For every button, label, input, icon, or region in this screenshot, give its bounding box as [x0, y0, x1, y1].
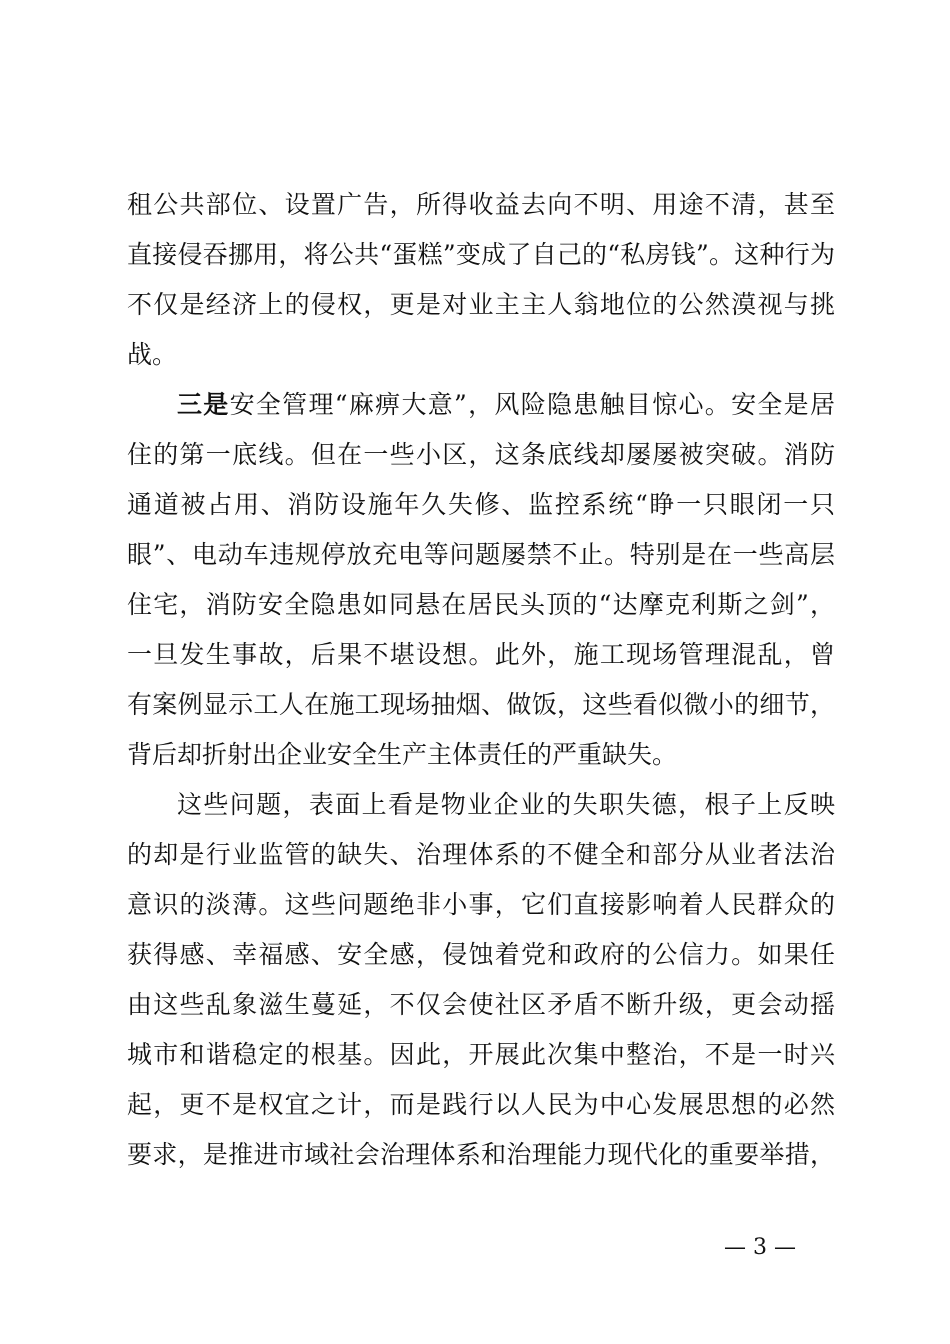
text-line: 租公共部位、设置广告，所得收益去向不明、用途不清，甚至	[127, 190, 835, 219]
text-line: 起，更不是权宜之计，而是践行以人民为中心发展思想的必然	[127, 1090, 835, 1119]
text-line: 通道被占用、消防设施年久失修、监控系统“睁一只眼闭一只	[127, 490, 835, 519]
text-line: 眼”、电动车违规停放充电等问题屡禁不止。特别是在一些高层	[127, 540, 835, 569]
text-line: 有案例显示工人在施工现场抽烟、做饭，这些看似微小的细节，	[127, 690, 835, 719]
paragraph-3	[127, 780, 835, 1180]
text-line-rest: 安全管理“麻痹大意”，风险隐患触目惊心。安全是居	[229, 390, 835, 419]
text-line: 直接侵吞挪用，将公共“蛋糕”变成了自己的“私房钱”。这种行为	[127, 240, 835, 269]
text-line: 城市和谐稳定的根基。因此，开展此次集中整治，不是一时兴	[127, 1040, 835, 1069]
text-line: 获得感、幸福感、安全感，侵蚀着党和政府的公信力。如果任	[127, 940, 835, 969]
text-line: 这些问题，表面上看是物业企业的失职失德，根子上反映	[177, 790, 835, 819]
text-line	[127, 380, 835, 430]
text-line: 背后却折射出企业安全生产主体责任的严重缺失。	[127, 740, 678, 769]
text-line: 不仅是经济上的侵权，更是对业主主人翁地位的公然漠视与挑	[127, 290, 835, 319]
text-line: 要求，是推进市域社会治理体系和治理能力现代化的重要举措，	[127, 1140, 835, 1169]
text-line: 的却是行业监管的缺失、治理体系的不健全和部分从业者法治	[127, 840, 835, 869]
paragraph-1	[127, 180, 835, 380]
text-line: 战。	[127, 340, 178, 369]
text-line: 由这些乱象滋生蔓延，不仅会使社区矛盾不断升级，更会动摇	[127, 990, 835, 1019]
text-line: 住宅，消防安全隐患如同悬在居民头顶的“达摩克利斯之剑”，	[127, 590, 835, 619]
text-line: 意识的淡薄。这些问题绝非小事，它们直接影响着人民群众的	[127, 890, 835, 919]
page-number: — 3 —	[724, 1235, 796, 1260]
page-body	[127, 180, 835, 1180]
paragraph-2	[127, 380, 835, 780]
paragraph-lead: 三是	[177, 390, 230, 419]
text-line: 住的第一底线。但在一些小区，这条底线却屡屡被突破。消防	[127, 440, 835, 469]
text-line: 一旦发生事故，后果不堪设想。此外，施工现场管理混乱，曾	[127, 640, 835, 669]
